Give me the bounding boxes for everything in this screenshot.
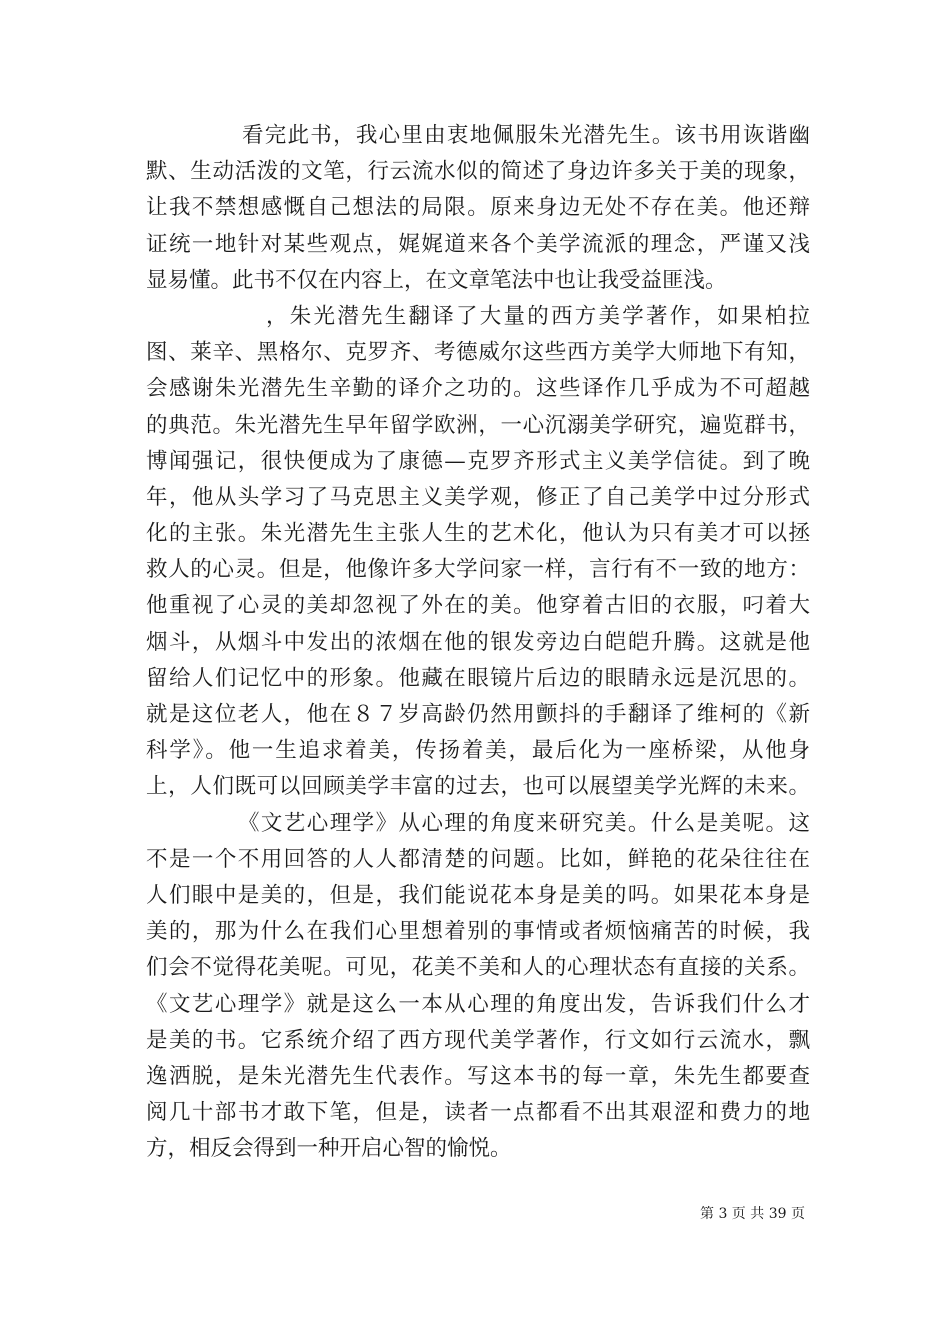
text-line: 年，他从头学习了马克思主义美学观，修正了自己美学中过分形式 xyxy=(146,484,810,510)
body-text xyxy=(146,118,810,1167)
text-line: 显易懂。此书不仅在内容上，在文章笔法中也让我受益匪浅。 xyxy=(146,267,727,293)
text-line: 化的主张。朱光潜先生主张人生的艺术化，他认为只有美才可以拯 xyxy=(146,521,810,547)
text-line: 方，相反会得到一种开启心智的愉悦。 xyxy=(146,1136,512,1162)
text-line: 烟斗，从烟斗中发出的浓烟在他的银发旁边白皑皑升腾。这就是他 xyxy=(146,629,810,655)
text-line: 图、莱辛、黑格尔、克罗齐、考德威尔这些西方美学大师地下有知， xyxy=(146,340,810,366)
text-line: 《文艺心理学》从心理的角度来研究美。什么是美呢。这 xyxy=(238,810,810,836)
text-line: 们会不觉得花美呢。可见，花美不美和人的心理状态有直接的关系。 xyxy=(146,955,810,981)
text-line: 就是这位老人，他在８７岁高龄仍然用颤抖的手翻译了维柯的《新 xyxy=(146,702,810,727)
text-line: 他重视了心灵的美却忽视了外在的美。他穿着古旧的衣服，叼着大 xyxy=(146,593,810,619)
text-line: 默、生动活泼的文笔，行云流水似的简述了身边许多关于美的现象， xyxy=(146,159,810,185)
text-line: 逸洒脱，是朱光潜先生代表作。写这本书的每一章，朱先生都要查 xyxy=(146,1063,810,1089)
text-line: 人们眼中是美的，但是，我们能说花本身是美的吗。如果花本身是 xyxy=(146,882,810,908)
text-line: 美的，那为什么在我们心里想着别的事情或者烦恼痛苦的时候，我 xyxy=(146,919,810,945)
text-line: 不是一个不用回答的人人都清楚的问题。比如，鲜艳的花朵往往在 xyxy=(146,846,810,872)
text-line: ，朱光潜先生翻译了大量的西方美学著作，如果柏拉 xyxy=(266,303,810,329)
text-line: 的典范。朱光潜先生早年留学欧洲，一心沉溺美学研究，遍览群书， xyxy=(146,412,810,438)
text-line: 救人的心灵。但是，他像许多大学问家一样，言行有不一致的地方： xyxy=(146,557,810,583)
text-line: 阅几十部书才敢下笔，但是，读者一点都看不出其艰涩和费力的地 xyxy=(146,1100,810,1126)
text-line: 科学》。他一生追求着美，传扬着美，最后化为一座桥梁，从他身 xyxy=(146,738,810,764)
text-line: 留给人们记忆中的形象。他藏在眼镜片后边的眼睛永远是沉思的。 xyxy=(146,665,810,691)
text-line: 让我不禁想感慨自己想法的局限。原来身边无处不存在美。他还辩 xyxy=(146,195,810,221)
text-line: 博闻强记，很快便成为了康德—克罗齐形式主义美学信徒。到了晚 xyxy=(146,448,810,474)
text-line: 是美的书。它系统介绍了西方现代美学著作，行文如行云流水，飘 xyxy=(146,1027,810,1053)
page-number: 第 3 页 共 39 页 xyxy=(700,1206,805,1222)
text-line: 上，人们既可以回顾美学丰富的过去，也可以展望美学光辉的未来。 xyxy=(146,774,810,800)
text-line: 会感谢朱光潜先生辛勤的译介之功的。这些译作几乎成为不可超越 xyxy=(146,376,810,402)
text-line: 《文艺心理学》就是这么一本从心理的角度出发，告诉我们什么才 xyxy=(146,991,810,1017)
text-line: 看完此书，我心里由衷地佩服朱光潜先生。该书用诙谐幽 xyxy=(242,123,810,148)
text-line: 证统一地针对某些观点，娓娓道来各个美学流派的理念，严谨又浅 xyxy=(146,231,810,257)
